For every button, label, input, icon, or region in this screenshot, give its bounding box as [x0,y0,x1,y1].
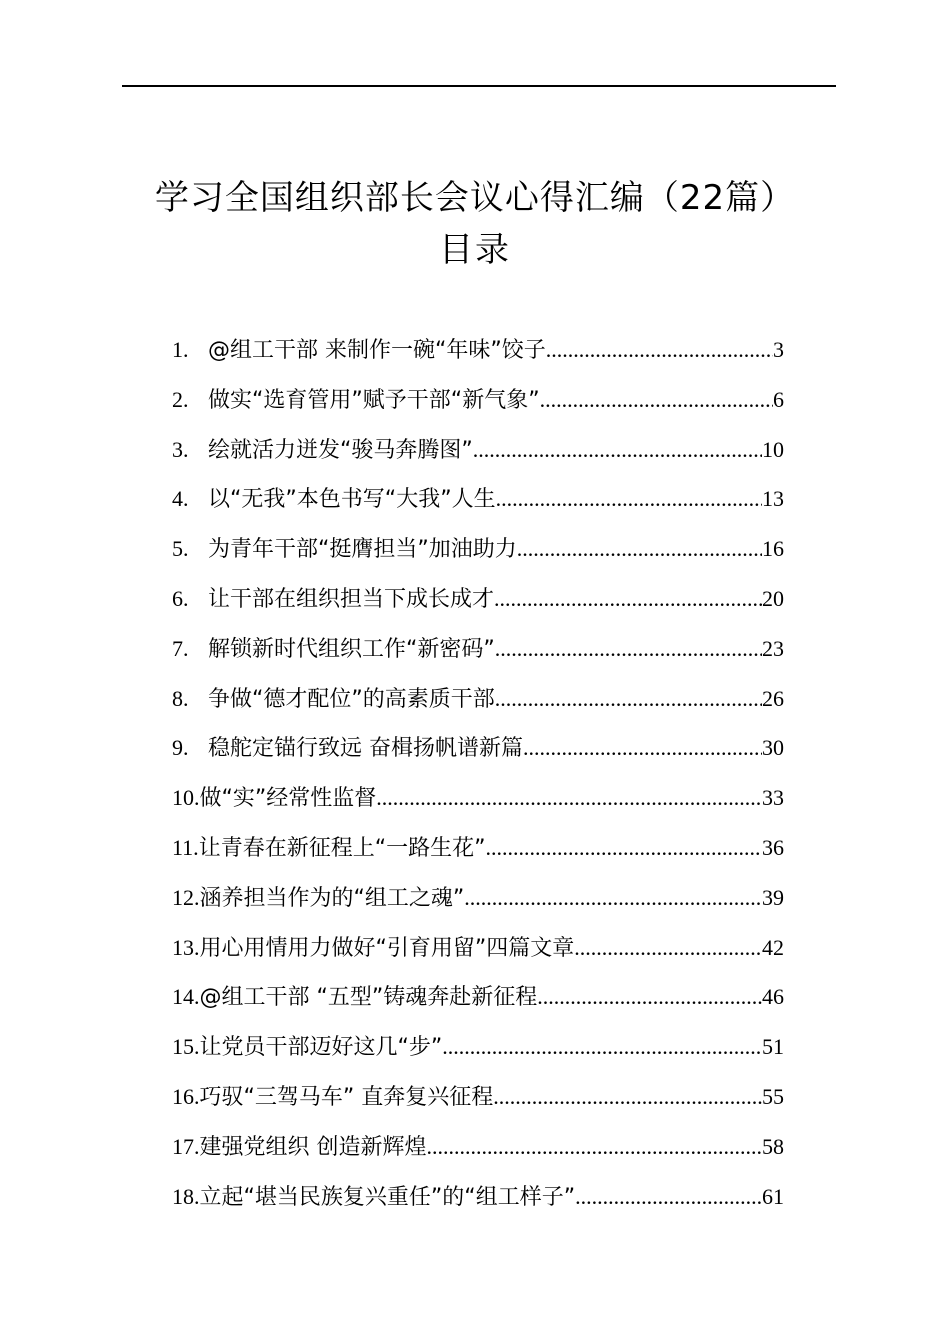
toc-entry-number: 5. [172,536,189,562]
toc-entry-page: 33 [762,785,784,811]
toc-entry-page: 39 [762,884,784,910]
toc-entry-10[interactable] [172,773,784,823]
toc-dot-leader [540,375,773,425]
toc-entry-number: 2. [172,386,189,412]
toc-entry-2[interactable] [172,375,784,425]
toc-dot-leader [546,325,773,375]
toc-entry-number: 12. [172,884,200,910]
toc-entry-number: 11. [172,834,199,860]
toc-entry-page: 6 [773,386,784,412]
document-title: 学习全国组织部长会议心得汇编（22篇） [154,178,796,218]
toc-entry-15[interactable] [172,1022,784,1072]
toc-entry-title: 为青年干部“挺膺担当”加油助力 [208,537,517,563]
toc-entry-number: 17. [172,1133,200,1159]
toc-entry-number: 9. [172,735,189,761]
toc-entry-page: 55 [762,1083,784,1109]
toc-dot-leader [427,1122,763,1172]
toc-entry-number: 18. [172,1183,200,1209]
toc-entry-title: @组工干部 “五型”铸魂奔赴新征程 [199,985,538,1011]
toc-dot-leader [575,1172,762,1222]
toc-entry-18[interactable] [172,1172,784,1222]
toc-entry-17[interactable] [172,1122,784,1172]
toc-entry-4[interactable] [172,474,784,524]
toc-dot-leader [495,624,762,674]
toc-dot-leader [493,1072,762,1122]
toc-dot-leader [517,524,762,574]
toc-entry-page: 16 [762,536,784,562]
toc-entry-13[interactable] [172,923,784,973]
header-rule [122,85,836,87]
toc-entry-page: 13 [762,486,784,512]
toc-dot-leader [473,425,762,475]
toc-entry-14[interactable] [172,972,784,1022]
toc-entry-page: 23 [762,635,784,661]
toc-entry-title: 争做“德才配位”的高素质干部 [208,686,495,712]
toc-entry-number: 8. [172,685,189,711]
toc-entry-page: 46 [762,984,784,1010]
table-of-contents [172,325,784,1221]
toc-dot-leader [537,972,762,1022]
toc-entry-title: 做“实”经常性监督 [199,786,377,812]
toc-dot-leader [376,773,762,823]
toc-entry-page: 36 [762,834,784,860]
toc-entry-page: 3 [773,337,784,362]
toc-entry-1[interactable] [172,325,784,375]
toc-entry-number: 7. [172,635,189,661]
toc-entry-page: 30 [762,735,784,761]
toc-dot-leader [494,574,762,624]
toc-entry-title: 立起“堪当民族复兴重任”的“组工样子” [199,1184,576,1210]
toc-entry-page: 26 [762,685,784,711]
toc-entry-number: 10. [172,785,200,811]
toc-dot-leader [496,474,762,524]
toc-heading: 目录 [439,230,511,270]
toc-entry-5[interactable] [172,524,784,574]
toc-entry-page: 10 [762,436,784,462]
toc-entry-title: 解锁新时代组织工作“新密码” [208,636,495,662]
toc-entry-title: 绘就活力迸发“骏马奔腾图” [208,437,473,463]
toc-entry-8[interactable] [172,674,784,724]
toc-entry-number: 6. [172,585,189,611]
toc-dot-leader [523,723,762,773]
toc-entry-3[interactable] [172,425,784,475]
toc-entry-number: 13. [172,934,200,960]
toc-entry-number: 14. [172,984,200,1010]
toc-entry-page: 20 [762,585,784,611]
toc-entry-title: 让党员干部迈好这几“步” [199,1035,443,1061]
toc-entry-page: 42 [762,934,784,960]
toc-dot-leader [442,1022,762,1072]
toc-entry-page: 58 [762,1133,784,1159]
toc-entry-12[interactable] [172,873,784,923]
toc-entry-number: 16. [172,1083,200,1109]
toc-entry-title: 稳舵定锚行致远 奋楫扬帆谱新篇 [208,736,523,762]
toc-dot-leader [495,674,762,724]
toc-entry-page: 61 [762,1183,784,1209]
toc-entry-title: 涵养担当作为的“组工之魂” [199,885,465,911]
toc-entry-number: 4. [172,486,189,512]
toc-dot-leader [485,823,762,873]
toc-entry-number: 1. [172,337,189,362]
toc-entry-9[interactable] [172,723,784,773]
toc-entry-number: 15. [172,1034,200,1060]
toc-entry-title: 让青春在新征程上“一路生花” [198,835,486,861]
toc-entry-page: 51 [762,1034,784,1060]
toc-entry-7[interactable] [172,624,784,674]
toc-entry-title: 以“无我”本色书写“大我”人生 [208,487,496,513]
toc-entry-11[interactable] [172,823,784,873]
toc-dot-leader [574,923,762,973]
toc-entry-title: 让干部在组织担当下成长成才 [208,586,495,612]
toc-entry-title: 巧驭“三驾马车” 直奔复兴征程 [199,1084,494,1110]
toc-dot-leader [464,873,762,923]
toc-entry-16[interactable] [172,1072,784,1122]
toc-entry-title: @组工干部 来制作一碗“年味”饺子 [208,338,546,363]
toc-entry-title: 用心用情用力做好“引育用留”四篇文章 [199,935,575,961]
toc-entry-title: 建强党组织 创造新辉煌 [199,1134,427,1160]
toc-entry-number: 3. [172,436,189,462]
toc-entry-title: 做实“选育管用”赋予干部“新气象” [208,387,540,413]
toc-entry-6[interactable] [172,574,784,624]
